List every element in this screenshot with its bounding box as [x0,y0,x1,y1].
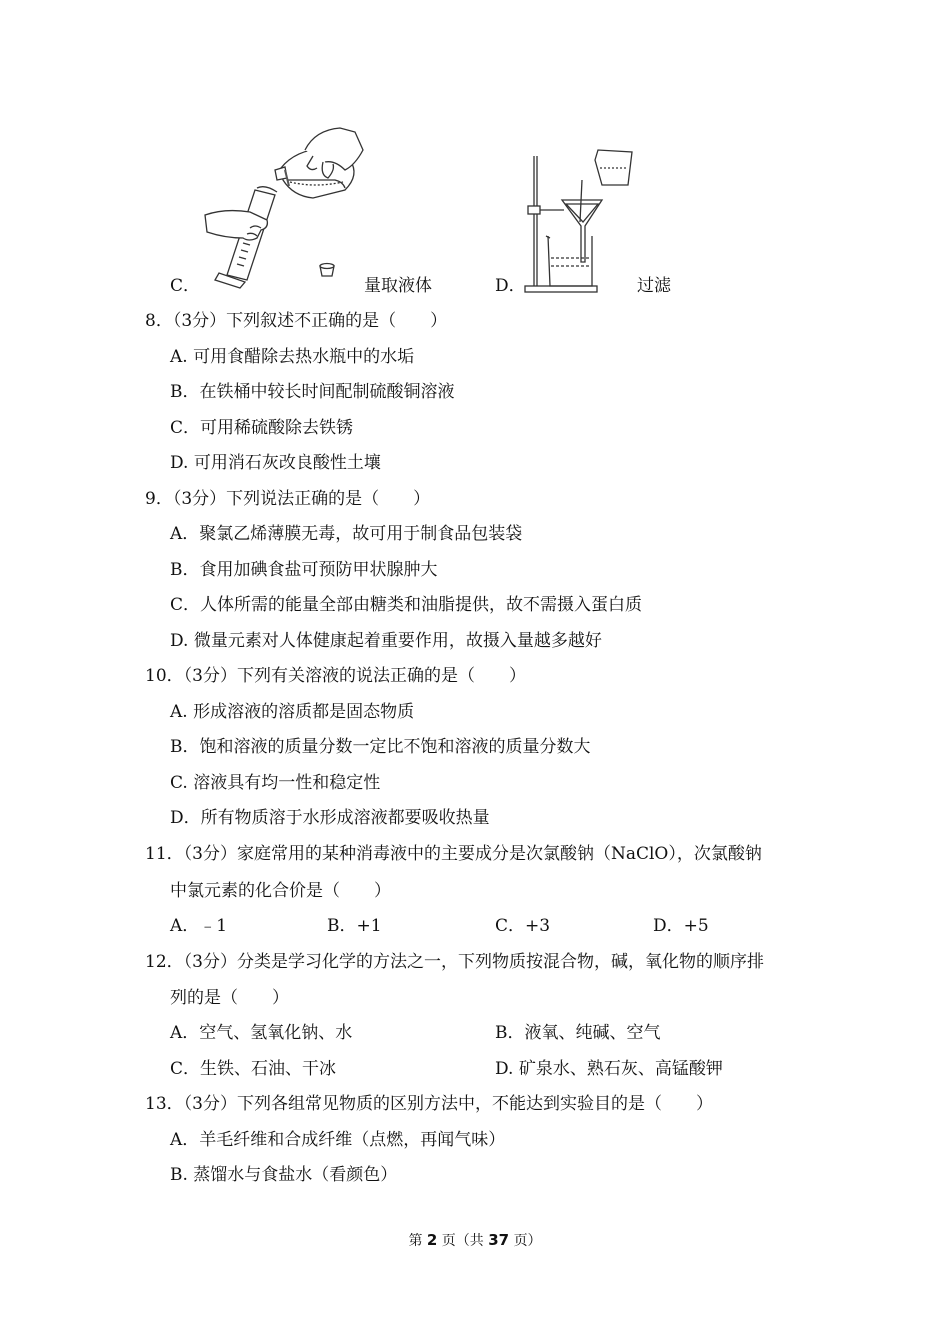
question-stem-continued: 中氯元素的化合价是（ ） [170,881,391,901]
question-option: A．﹣1 [170,916,228,936]
question-option: D．所有物质溶于水形成溶液都要吸收热量 [170,808,490,828]
option-d-caption: 过滤 [637,276,671,296]
question-stem: 8．（3分）下列叙述不正确的是（ ） [145,311,448,331]
question-option: D．+5 [653,916,709,936]
footer-mid: 页（共 [441,1233,484,1249]
question-option: A．羊毛纤维和合成纤维（点燃，再闻气味） [170,1130,506,1150]
footer-prefix: 第 [408,1233,423,1249]
filtration-figure [520,140,650,300]
question-option: C. 溶液具有均一性和稳定性 [170,773,381,793]
footer-suffix: 页） [513,1233,542,1249]
question-option: A．空气、氢氧化钠、水 [170,1023,353,1043]
question-stem: 10．（3分）下列有关溶液的说法正确的是（ ） [145,666,526,686]
question-option: B．液氧、纯碱、空气 [495,1023,661,1043]
total-pages: 37 [488,1231,510,1249]
question-option: C．生铁、石油、干冰 [170,1059,337,1079]
question-option: A. 可用食醋除去热水瓶中的水垢 [170,347,415,367]
question-stem-continued: 列的是（ ） [170,988,289,1008]
option-c-caption: 量取液体 [364,276,432,296]
question-option: B．+1 [327,916,382,936]
measuring-liquid-figure [195,120,365,300]
question-option: B．在铁桶中较长时间配制硫酸铜溶液 [170,382,455,402]
page-footer [0,1230,950,1251]
question-option: A. 形成溶液的溶质都是固态物质 [170,702,415,722]
question-option: A．聚氯乙烯薄膜无毒，故可用于制食品包装袋 [170,524,523,544]
question-option: D. 矿泉水、熟石灰、高锰酸钾 [495,1059,723,1079]
question-stem: 11．（3分）家庭常用的某种消毒液中的主要成分是次氯酸钠（NaClO），次氯酸钠 [145,844,762,864]
question-stem: 13．（3分）下列各组常见物质的区别方法中，不能达到实验目的是（ ） [145,1094,713,1114]
question-option: C．人体所需的能量全部由糖类和油脂提供，故不需摄入蛋白质 [170,595,643,615]
question-option: B．饱和溶液的质量分数一定比不饱和溶液的质量分数大 [170,737,591,757]
question-option: B．食用加碘食盐可预防甲状腺肿大 [170,560,438,580]
option-c-label: C． [170,276,201,296]
question-stem: 9．（3分）下列说法正确的是（ ） [145,489,431,509]
option-d-label: D． [495,276,526,296]
question-option: B. 蒸馏水与食盐水（看颜色） [170,1165,398,1185]
page-number: 2 [426,1231,438,1249]
question-option: C．+3 [495,916,551,936]
question-option: C．可用稀硫酸除去铁锈 [170,418,354,438]
question-option: D. 微量元素对人体健康起着重要作用，故摄入量越多越好 [170,631,602,651]
question-stem: 12．（3分）分类是学习化学的方法之一，下列物质按混合物，碱，氧化物的顺序排 [145,952,764,972]
question-option: D. 可用消石灰改良酸性土壤 [170,453,381,473]
